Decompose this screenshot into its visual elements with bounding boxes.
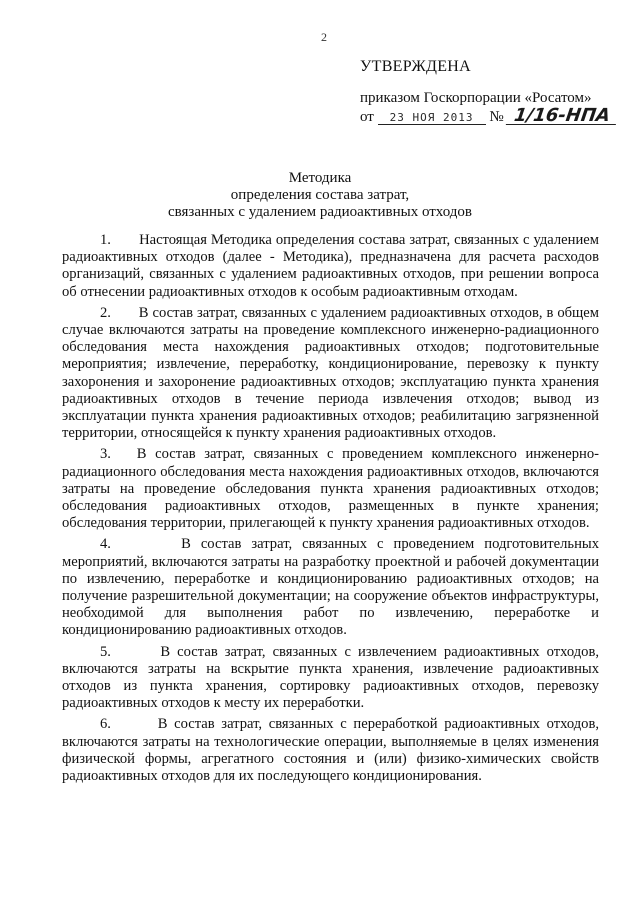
paragraph-text: В состав затрат, связанных с проведением комплексного инженерно-радиационного обследования места нахождения радиоактивных отходов, включаются затраты на проведение обследования пункта хранения радиоактивных отходов; обследования радиоактивных отходов, размещенных в пункте хранения; обследования территории, прилегающей к пункту хранения радиоактивных отходов. xyxy=(62,446,599,532)
paragraph-number: 4. xyxy=(100,536,111,553)
document-title-line1: Методика xyxy=(288,170,352,186)
paragraph-5 xyxy=(62,644,599,713)
paragraph-text: В состав затрат, связанных с удалением радиоактивных отходов, в общем случае включаются затраты на проведение комплексного инженерно-радиационного обследования места нахождения радиоактивных отходов; подготовительные мероприятия; извлечение, переработку, кондиционирование, перевозку к пункту захоронения и захоронение радиоактивных отходов; эксплуатацию пункта хранения радиоактивных отходов в течение периода извлечения отходов; вывод из эксплуатации пункта хранения радиоактивных отходов; реабилитацию загрязненной территории, относящейся к пункту хранения радиоактивных отходов. xyxy=(62,304,599,442)
paragraph-text: В состав затрат, связанных с проведением подготовительных мероприятий, включаются затраты на разработку проектной и рабочей документации по извлечению, переработке и кондиционированию радиоактивных отходов; на получение разрешительной документации; на сооружение объектов инфраструктуры, необходимой для выполнения работ по извлечению, переработке и кондиционированию радиоактивных отходов. xyxy=(62,536,599,639)
order-number-handwritten: 1/16-НПА xyxy=(506,108,618,125)
date-prefix: от xyxy=(360,109,374,125)
paragraph-number: 1. xyxy=(100,232,111,248)
paragraph-text: Настоящая Методика определения состава затрат, связанных с удалением радиоактивных отходов (далее - Методика), предназначена для расчета расходов организаций, связанных с удалением радиоактивных отходов, при решении вопроса об отнесении радиоактивных отходов к особым радиоактивным отходам. xyxy=(62,232,599,300)
paragraph-4 xyxy=(62,536,599,639)
paragraph-number: 6. xyxy=(100,716,111,733)
order-date-number-line xyxy=(360,105,617,126)
document-body xyxy=(62,232,599,789)
order-date-stamp: 23 НОЯ 2013 xyxy=(378,111,486,125)
paragraph-2 xyxy=(62,305,599,443)
paragraph-1 xyxy=(62,232,599,301)
paragraph-number: 3. xyxy=(100,446,111,463)
paragraph-text: В состав затрат, связанных с извлечением радиоактивных отходов, включаются затраты на вскрытие пункта хранения, извлечение радиоактивных отходов из пункта хранения, сортировку радиоактивных отходов, перевозку радиоактивных отходов к месту их переработки. xyxy=(62,643,599,712)
number-sign: № xyxy=(489,109,504,125)
order-reference: приказом Госкорпорации «Росатом» xyxy=(360,90,592,106)
paragraph-number: 5. xyxy=(100,643,111,660)
document-title-line3: связанных с удалением радиоактивных отходов xyxy=(167,204,473,220)
document-title-line2: определения состава затрат, xyxy=(230,187,410,203)
paragraph-number: 2. xyxy=(100,304,111,321)
approval-heading: УТВЕРЖДЕНА xyxy=(360,58,472,75)
paragraph-text: В состав затрат, связанных с переработкой радиоактивных отходов, включаются затраты на технологические операции, выполняемые в целях изменения физической формы, агрегатного состояния и (или) физико-химических свойств радиоактивных отходов для их последующего кондиционирования. xyxy=(62,716,599,785)
page-number-mark: 2 xyxy=(321,30,327,44)
paragraph-6 xyxy=(62,716,599,785)
paragraph-3 xyxy=(62,446,599,532)
